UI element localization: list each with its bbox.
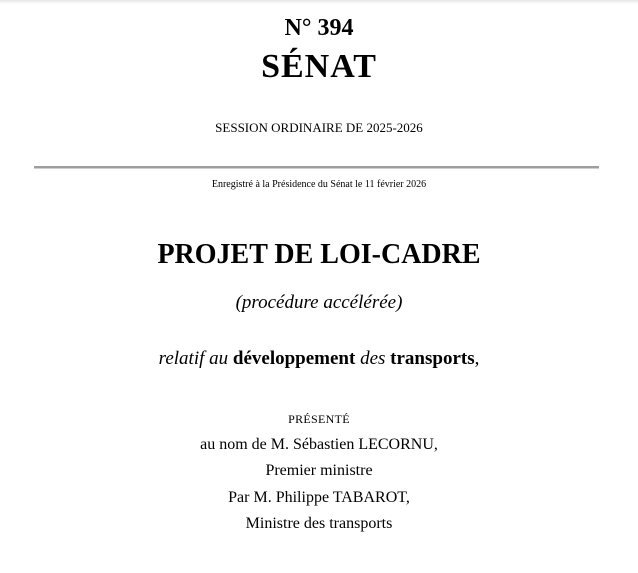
subject-part-2: développement bbox=[232, 348, 356, 369]
registration-date: Enregistré à la Présidence du Sénat le 11 février 2026 bbox=[211, 179, 427, 190]
document-subject bbox=[0, 347, 638, 371]
subject-part-3: des bbox=[360, 348, 386, 369]
subject-part-4: transports bbox=[390, 348, 475, 369]
presenter-line-1: au nom de M. Sébastien LECORNU, bbox=[200, 436, 438, 453]
chamber-title: SÉNAT bbox=[261, 48, 377, 85]
document-number: N° 394 bbox=[284, 15, 354, 41]
presenter-line-2: Premier ministre bbox=[265, 462, 373, 479]
presenter-line-4: Ministre des transports bbox=[245, 515, 393, 532]
subject-part-5: , bbox=[474, 348, 480, 369]
presenter-line-3: Par M. Philippe TABAROT, bbox=[228, 489, 410, 506]
subject-part-1: relatif au bbox=[158, 348, 229, 369]
procedure-label: (procédure accélérée) bbox=[235, 292, 403, 313]
document-type-title: PROJET DE LOI-CADRE bbox=[157, 239, 481, 270]
horizontal-divider bbox=[34, 166, 599, 169]
presented-label: PRÉSENTÉ bbox=[288, 412, 350, 426]
session-label: SESSION ORDINAIRE DE 2025-2026 bbox=[215, 120, 423, 135]
